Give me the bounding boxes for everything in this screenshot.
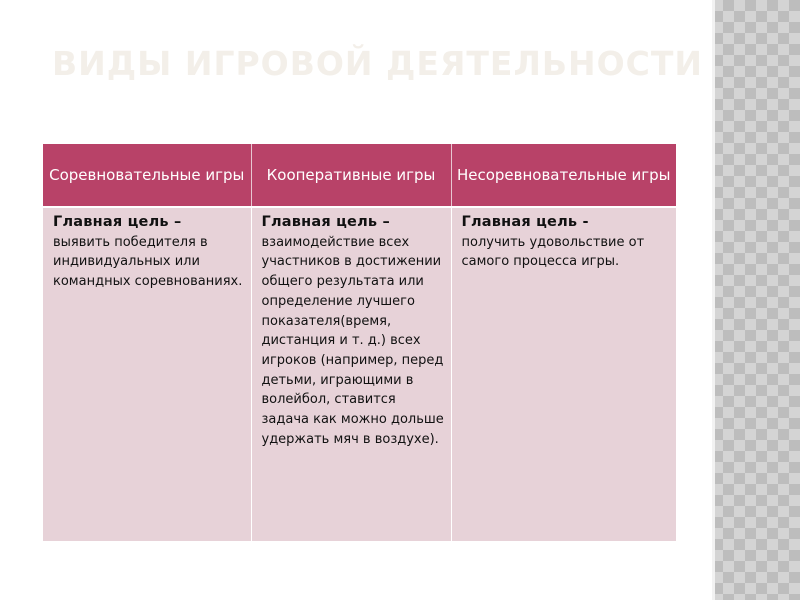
cell-competitive-games bbox=[43, 207, 251, 541]
header-competitive-games: Соревновательные игры bbox=[43, 144, 251, 207]
cell-text: получить удовольствие от самого процесса игры. bbox=[461, 234, 645, 270]
cell-text: взаимодействие всех участников в достижении общего результата или определение лучшего показателя(время, дистанция и т. д.) всех игроков (например, перед детьми, играющими в волейбол, ставится задача как можно дольше удержать мяч в воздухе). bbox=[261, 234, 444, 447]
cell-lead: Главная цель - bbox=[461, 214, 589, 230]
table-row bbox=[43, 207, 676, 541]
decorative-side-strip bbox=[712, 0, 800, 600]
game-types-table bbox=[43, 144, 676, 541]
cell-cooperative-games bbox=[251, 207, 451, 541]
cell-lead: Главная цель – bbox=[261, 214, 390, 230]
table-header-row bbox=[43, 144, 676, 207]
slide-title: ВИДЫ ИГРОВОЙ ДЕЯТЕЛЬНОСТИ bbox=[52, 44, 704, 83]
header-cooperative-games: Кооперативные игры bbox=[251, 144, 451, 207]
cell-non-competitive-games bbox=[451, 207, 676, 541]
cell-lead: Главная цель – bbox=[53, 214, 182, 230]
header-non-competitive-games: Несоревновательные игры bbox=[451, 144, 676, 207]
cell-text: выявить победителя в индивидуальных или командных соревнованиях. bbox=[53, 234, 243, 290]
